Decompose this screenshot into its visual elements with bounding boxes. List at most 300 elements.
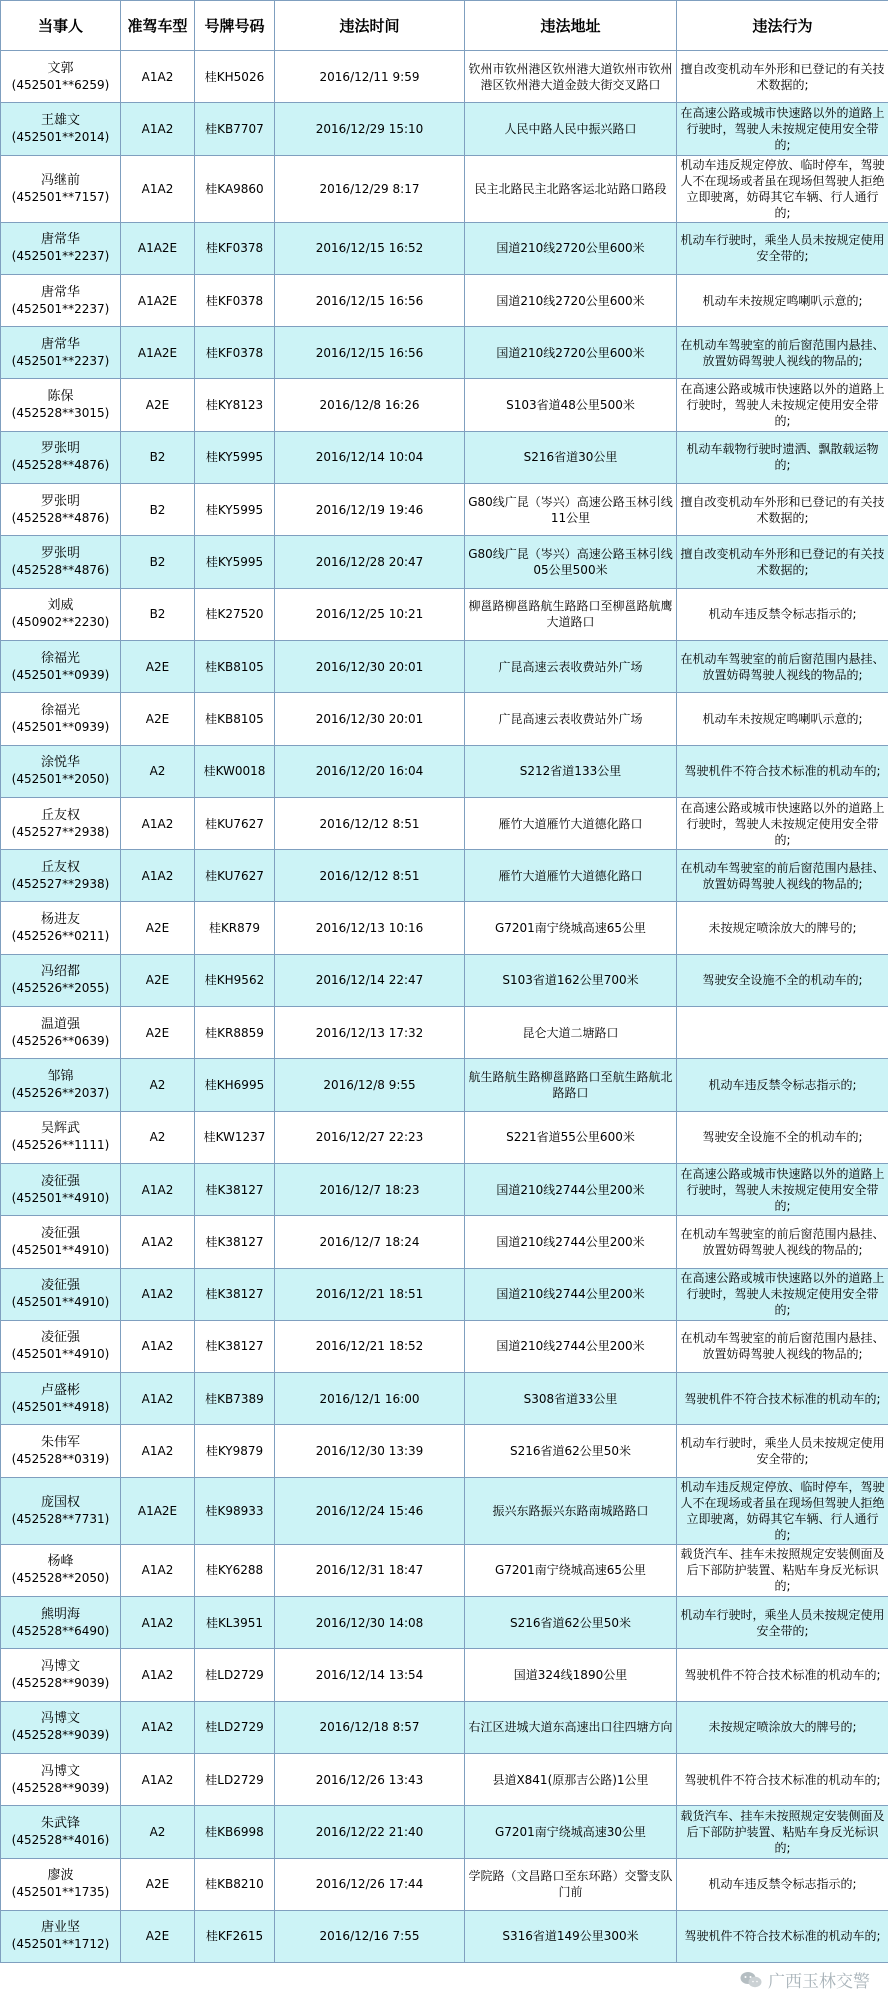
cell-place: 航生路航生路柳邕路路口至航生路航北路路口 bbox=[465, 1059, 677, 1111]
cell-party bbox=[1, 1007, 121, 1059]
cell-time: 2016/12/1 16:00 bbox=[275, 1373, 465, 1425]
table-row bbox=[1, 745, 888, 797]
party-id: (452528**3015) bbox=[11, 406, 110, 421]
cell-license-class: A1A2 bbox=[121, 1544, 195, 1596]
party-name: 陈保 bbox=[47, 389, 74, 405]
table-row bbox=[1, 1910, 888, 1962]
party-id: (452528**4876) bbox=[11, 510, 110, 525]
party-id: (452528**7731) bbox=[11, 1511, 110, 1526]
cell-plate: 桂KB8210 bbox=[195, 1858, 275, 1910]
cell-place: G80线广昆（岑兴）高速公路玉林引线05公里500米 bbox=[465, 536, 677, 588]
cell-time: 2016/12/24 15:46 bbox=[275, 1477, 465, 1544]
cell-plate: 桂KB7707 bbox=[195, 103, 275, 155]
cell-time: 2016/12/25 10:21 bbox=[275, 588, 465, 640]
party-id: (452528**4876) bbox=[11, 458, 110, 473]
party-id: (450902**2230) bbox=[11, 615, 110, 630]
party-name: 冯绍都 bbox=[40, 964, 80, 980]
cell-license-class: A1A2 bbox=[121, 1320, 195, 1372]
party-name: 温道强 bbox=[40, 1016, 80, 1032]
party-id: (452526**0211) bbox=[11, 929, 110, 944]
cell-violation: 在机动车驾驶室的前后窗范围内悬挂、放置妨碍驾驶人视线的物品的; bbox=[677, 850, 888, 902]
cell-time: 2016/12/30 20:01 bbox=[275, 693, 465, 745]
table-row bbox=[1, 1373, 888, 1425]
table-row bbox=[1, 693, 888, 745]
cell-place: 钦州市钦州港区钦州港大道钦州市钦州港区钦州港大道金鼓大街交叉路口 bbox=[465, 51, 677, 103]
header-row bbox=[1, 1, 888, 51]
cell-plate: 桂KF0378 bbox=[195, 274, 275, 326]
party-id: (452501**4918) bbox=[11, 1399, 110, 1414]
cell-place: S216省道30公里 bbox=[465, 431, 677, 483]
cell-violation: 驾驶机件不符合技术标准的机动车的; bbox=[677, 1910, 888, 1962]
cell-plate: 桂KH6995 bbox=[195, 1059, 275, 1111]
party-id: (452528**9039) bbox=[11, 1675, 110, 1690]
party-name: 唐常华 bbox=[40, 336, 80, 352]
cell-plate: 桂KR8859 bbox=[195, 1007, 275, 1059]
cell-party bbox=[1, 1163, 121, 1215]
header-place: 违法地址 bbox=[465, 1, 677, 51]
table-row bbox=[1, 1163, 888, 1215]
party-name: 卢盛彬 bbox=[40, 1382, 80, 1398]
cell-plate: 桂K27520 bbox=[195, 588, 275, 640]
cell-plate: 桂KY6288 bbox=[195, 1544, 275, 1596]
party-name: 唐常华 bbox=[40, 232, 80, 248]
cell-time: 2016/12/15 16:56 bbox=[275, 274, 465, 326]
cell-violation: 机动车违反禁令标志指示的; bbox=[677, 1059, 888, 1111]
party-name: 丘友权 bbox=[40, 807, 80, 823]
cell-plate: 桂LD2729 bbox=[195, 1649, 275, 1701]
cell-party bbox=[1, 155, 121, 222]
cell-license-class: A1A2 bbox=[121, 1373, 195, 1425]
cell-license-class: A1A2 bbox=[121, 51, 195, 103]
cell-party bbox=[1, 1753, 121, 1805]
party-id: (452528**0319) bbox=[11, 1452, 110, 1467]
cell-violation: 机动车违反禁令标志指示的; bbox=[677, 588, 888, 640]
cell-place: 柳邕路柳邕路航生路路口至柳邕路航鹰大道路口 bbox=[465, 588, 677, 640]
cell-party bbox=[1, 1216, 121, 1268]
table-row bbox=[1, 1806, 888, 1858]
cell-time: 2016/12/28 20:47 bbox=[275, 536, 465, 588]
cell-plate: 桂LD2729 bbox=[195, 1701, 275, 1753]
cell-time: 2016/12/7 18:23 bbox=[275, 1163, 465, 1215]
party-name: 凌征强 bbox=[40, 1173, 80, 1189]
watermark-text: 广西玉林交警 bbox=[768, 1972, 870, 1992]
table-row bbox=[1, 536, 888, 588]
party-name: 唐业坚 bbox=[40, 1920, 80, 1936]
cell-violation: 机动车违反规定停放、临时停车，驾驶人不在现场或者虽在现场但驾驶人拒绝立即驶离，妨碍其它车辆、行人通行的; bbox=[677, 155, 888, 222]
cell-plate: 桂KA9860 bbox=[195, 155, 275, 222]
cell-time: 2016/12/15 16:52 bbox=[275, 222, 465, 274]
party-name: 冯博文 bbox=[40, 1763, 80, 1779]
cell-time: 2016/12/19 19:46 bbox=[275, 484, 465, 536]
cell-party bbox=[1, 1858, 121, 1910]
cell-place: 广昆高速云表收费站外广场 bbox=[465, 693, 677, 745]
cell-violation: 驾驶安全设施不全的机动车的; bbox=[677, 1111, 888, 1163]
party-id: (452501**4910) bbox=[11, 1295, 110, 1310]
party-id: (452501**6259) bbox=[11, 77, 110, 92]
table-row bbox=[1, 902, 888, 954]
cell-party bbox=[1, 431, 121, 483]
cell-place: S221省道55公里600米 bbox=[465, 1111, 677, 1163]
party-name: 罗张明 bbox=[40, 493, 80, 509]
party-id: (452501**1735) bbox=[11, 1885, 110, 1900]
cell-license-class: A2 bbox=[121, 1111, 195, 1163]
cell-license-class: B2 bbox=[121, 484, 195, 536]
party-name: 熊明海 bbox=[40, 1606, 80, 1622]
cell-time: 2016/12/15 16:56 bbox=[275, 327, 465, 379]
party-name: 廖波 bbox=[47, 1868, 74, 1884]
cell-license-class: B2 bbox=[121, 431, 195, 483]
party-name: 刘威 bbox=[47, 598, 74, 614]
cell-place: S308省道33公里 bbox=[465, 1373, 677, 1425]
cell-plate: 桂KW1237 bbox=[195, 1111, 275, 1163]
cell-license-class: A2E bbox=[121, 1007, 195, 1059]
table-row bbox=[1, 1701, 888, 1753]
party-name: 徐福光 bbox=[40, 702, 80, 718]
cell-violation: 未按规定喷涂放大的牌号的; bbox=[677, 1701, 888, 1753]
cell-time: 2016/12/30 20:01 bbox=[275, 640, 465, 692]
table-row bbox=[1, 1544, 888, 1596]
cell-license-class: A2E bbox=[121, 1910, 195, 1962]
cell-license-class: A1A2 bbox=[121, 850, 195, 902]
cell-place: G7201南宁绕城高速65公里 bbox=[465, 902, 677, 954]
cell-place: 广昆高速云表收费站外广场 bbox=[465, 640, 677, 692]
table-row bbox=[1, 155, 888, 222]
cell-party bbox=[1, 640, 121, 692]
cell-place: 国道210线2720公里600米 bbox=[465, 327, 677, 379]
table-row bbox=[1, 327, 888, 379]
table-row bbox=[1, 1059, 888, 1111]
cell-time: 2016/12/13 17:32 bbox=[275, 1007, 465, 1059]
cell-license-class: A2E bbox=[121, 379, 195, 431]
cell-place: 国道210线2720公里600米 bbox=[465, 222, 677, 274]
cell-time: 2016/12/7 18:24 bbox=[275, 1216, 465, 1268]
cell-license-class: A2E bbox=[121, 640, 195, 692]
party-name: 涂悦华 bbox=[40, 755, 80, 771]
cell-party bbox=[1, 327, 121, 379]
cell-time: 2016/12/14 13:54 bbox=[275, 1649, 465, 1701]
party-id: (452528**9039) bbox=[11, 1728, 110, 1743]
cell-violation: 机动车载物行驶时遗洒、飘散载运物的; bbox=[677, 431, 888, 483]
cell-violation bbox=[677, 1007, 888, 1059]
cell-party bbox=[1, 484, 121, 536]
cell-time: 2016/12/22 21:40 bbox=[275, 1806, 465, 1858]
cell-violation: 在机动车驾驶室的前后窗范围内悬挂、放置妨碍驾驶人视线的物品的; bbox=[677, 1216, 888, 1268]
cell-party bbox=[1, 379, 121, 431]
cell-party bbox=[1, 797, 121, 849]
cell-license-class: A2 bbox=[121, 1806, 195, 1858]
cell-license-class: A1A2E bbox=[121, 327, 195, 379]
cell-party bbox=[1, 274, 121, 326]
cell-party bbox=[1, 103, 121, 155]
cell-plate: 桂KH5026 bbox=[195, 51, 275, 103]
cell-license-class: A1A2 bbox=[121, 1163, 195, 1215]
cell-plate: 桂K98933 bbox=[195, 1477, 275, 1544]
header-license-class: 准驾车型 bbox=[121, 1, 195, 51]
party-id: (452528**4876) bbox=[11, 563, 110, 578]
cell-place: G80线广昆（岑兴）高速公路玉林引线11公里 bbox=[465, 484, 677, 536]
party-name: 冯继前 bbox=[40, 172, 80, 188]
cell-time: 2016/12/27 22:23 bbox=[275, 1111, 465, 1163]
cell-license-class: A1A2 bbox=[121, 1649, 195, 1701]
cell-violation: 驾驶机件不符合技术标准的机动车的; bbox=[677, 745, 888, 797]
cell-time: 2016/12/26 17:44 bbox=[275, 1858, 465, 1910]
cell-plate: 桂K38127 bbox=[195, 1268, 275, 1320]
cell-time: 2016/12/30 14:08 bbox=[275, 1597, 465, 1649]
cell-plate: 桂KU7627 bbox=[195, 850, 275, 902]
cell-violation: 擅自改变机动车外形和已登记的有关技术数据的; bbox=[677, 51, 888, 103]
cell-place: S103省道162公里700米 bbox=[465, 954, 677, 1006]
cell-time: 2016/12/21 18:52 bbox=[275, 1320, 465, 1372]
cell-time: 2016/12/16 7:55 bbox=[275, 1910, 465, 1962]
table-row bbox=[1, 484, 888, 536]
cell-place: S216省道62公里50米 bbox=[465, 1425, 677, 1477]
cell-violation: 驾驶机件不符合技术标准的机动车的; bbox=[677, 1373, 888, 1425]
cell-place: 国道210线2744公里200米 bbox=[465, 1320, 677, 1372]
cell-license-class: A1A2E bbox=[121, 222, 195, 274]
cell-violation: 机动车行驶时，乘坐人员未按规定使用安全带的; bbox=[677, 222, 888, 274]
cell-plate: 桂KB7389 bbox=[195, 1373, 275, 1425]
cell-violation: 在高速公路或城市快速路以外的道路上行驶时，驾驶人未按规定使用安全带的; bbox=[677, 379, 888, 431]
cell-license-class: A1A2 bbox=[121, 1216, 195, 1268]
cell-place: 人民中路人民中振兴路口 bbox=[465, 103, 677, 155]
cell-plate: 桂KH9562 bbox=[195, 954, 275, 1006]
party-name: 邹锦 bbox=[47, 1068, 74, 1084]
table-row bbox=[1, 431, 888, 483]
cell-place: G7201南宁绕城高速30公里 bbox=[465, 1806, 677, 1858]
cell-license-class: A1A2 bbox=[121, 1597, 195, 1649]
header-party: 当事人 bbox=[1, 1, 121, 51]
cell-party bbox=[1, 850, 121, 902]
party-id: (452528**6490) bbox=[11, 1623, 110, 1638]
table-row bbox=[1, 1320, 888, 1372]
cell-place: 国道210线2720公里600米 bbox=[465, 274, 677, 326]
cell-plate: 桂KY5995 bbox=[195, 536, 275, 588]
cell-license-class: A2E bbox=[121, 1858, 195, 1910]
party-id: (452526**1111) bbox=[11, 1138, 110, 1153]
table-row bbox=[1, 1649, 888, 1701]
cell-license-class: A1A2E bbox=[121, 274, 195, 326]
cell-party bbox=[1, 1373, 121, 1425]
cell-violation: 机动车未按规定鸣喇叭示意的; bbox=[677, 693, 888, 745]
table-row bbox=[1, 1753, 888, 1805]
table-row bbox=[1, 954, 888, 1006]
cell-license-class: A2E bbox=[121, 954, 195, 1006]
cell-place: 县道X841(原那吉公路)1公里 bbox=[465, 1753, 677, 1805]
party-name: 丘友权 bbox=[40, 859, 80, 875]
cell-place: S212省道133公里 bbox=[465, 745, 677, 797]
party-name: 庞国权 bbox=[40, 1494, 80, 1510]
cell-license-class: A2E bbox=[121, 902, 195, 954]
cell-plate: 桂KY8123 bbox=[195, 379, 275, 431]
table-row bbox=[1, 103, 888, 155]
cell-place: 振兴东路振兴东路南城路路口 bbox=[465, 1477, 677, 1544]
cell-party bbox=[1, 902, 121, 954]
cell-plate: 桂KU7627 bbox=[195, 797, 275, 849]
cell-violation: 在高速公路或城市快速路以外的道路上行驶时，驾驶人未按规定使用安全带的; bbox=[677, 1268, 888, 1320]
cell-party bbox=[1, 693, 121, 745]
cell-party bbox=[1, 536, 121, 588]
party-name: 唐常华 bbox=[40, 284, 80, 300]
cell-violation: 载货汽车、挂车未按照规定安装侧面及后下部防护装置、粘贴车身反光标识的; bbox=[677, 1806, 888, 1858]
party-id: (452501**2050) bbox=[11, 772, 110, 787]
cell-plate: 桂KR879 bbox=[195, 902, 275, 954]
cell-place: 国道210线2744公里200米 bbox=[465, 1268, 677, 1320]
cell-place: S316省道149公里300米 bbox=[465, 1910, 677, 1962]
cell-license-class: A1A2 bbox=[121, 1425, 195, 1477]
header-time: 违法时间 bbox=[275, 1, 465, 51]
cell-plate: 桂KF2615 bbox=[195, 1910, 275, 1962]
cell-violation: 驾驶机件不符合技术标准的机动车的; bbox=[677, 1649, 888, 1701]
cell-place: 右江区进城大道东高速出口往四塘方向 bbox=[465, 1701, 677, 1753]
table-row bbox=[1, 1216, 888, 1268]
cell-license-class: A2 bbox=[121, 745, 195, 797]
cell-place: 国道324线1890公里 bbox=[465, 1649, 677, 1701]
cell-license-class: A1A2 bbox=[121, 103, 195, 155]
cell-time: 2016/12/12 8:51 bbox=[275, 797, 465, 849]
cell-party bbox=[1, 1544, 121, 1596]
party-id: (452501**0939) bbox=[11, 667, 110, 682]
party-name: 吴辉武 bbox=[40, 1121, 80, 1137]
party-id: (452526**2037) bbox=[11, 1085, 110, 1100]
cell-plate: 桂K38127 bbox=[195, 1163, 275, 1215]
party-id: (452501**1712) bbox=[11, 1937, 110, 1952]
cell-violation: 在高速公路或城市快速路以外的道路上行驶时，驾驶人未按规定使用安全带的; bbox=[677, 1163, 888, 1215]
cell-license-class: B2 bbox=[121, 536, 195, 588]
table-row bbox=[1, 797, 888, 849]
cell-time: 2016/12/30 13:39 bbox=[275, 1425, 465, 1477]
table-row bbox=[1, 850, 888, 902]
watermark bbox=[740, 1967, 870, 1992]
party-name: 凌征强 bbox=[40, 1225, 80, 1241]
cell-violation: 机动车违反规定停放、临时停车，驾驶人不在现场或者虽在现场但驾驶人拒绝立即驶离，妨碍其它车辆、行人通行的; bbox=[677, 1477, 888, 1544]
cell-license-class: A1A2 bbox=[121, 1268, 195, 1320]
cell-place: 雁竹大道雁竹大道德化路口 bbox=[465, 797, 677, 849]
cell-plate: 桂KY5995 bbox=[195, 484, 275, 536]
table-row bbox=[1, 222, 888, 274]
party-id: (452501**7157) bbox=[11, 189, 110, 204]
cell-plate: 桂KY5995 bbox=[195, 431, 275, 483]
party-name: 朱伟军 bbox=[40, 1435, 80, 1451]
cell-violation: 机动车未按规定鸣喇叭示意的; bbox=[677, 274, 888, 326]
cell-time: 2016/12/11 9:59 bbox=[275, 51, 465, 103]
table-row bbox=[1, 1111, 888, 1163]
cell-license-class: A1A2E bbox=[121, 1477, 195, 1544]
cell-plate: 桂KF0378 bbox=[195, 222, 275, 274]
cell-party bbox=[1, 1425, 121, 1477]
cell-license-class: A2E bbox=[121, 693, 195, 745]
cell-violation: 在高速公路或城市快速路以外的道路上行驶时，驾驶人未按规定使用安全带的; bbox=[677, 797, 888, 849]
cell-place: 民主北路民主北路客运北站路口路段 bbox=[465, 155, 677, 222]
party-id: (452528**9039) bbox=[11, 1780, 110, 1795]
party-name: 罗张明 bbox=[40, 441, 80, 457]
cell-party bbox=[1, 1649, 121, 1701]
cell-license-class: A1A2 bbox=[121, 797, 195, 849]
cell-time: 2016/12/13 10:16 bbox=[275, 902, 465, 954]
cell-party bbox=[1, 954, 121, 1006]
table-row bbox=[1, 1477, 888, 1544]
party-name: 凌征强 bbox=[40, 1278, 80, 1294]
cell-violation: 在机动车驾驶室的前后窗范围内悬挂、放置妨碍驾驶人视线的物品的; bbox=[677, 640, 888, 692]
cell-party bbox=[1, 1111, 121, 1163]
table-row bbox=[1, 1425, 888, 1477]
cell-time: 2016/12/20 16:04 bbox=[275, 745, 465, 797]
party-name: 冯博文 bbox=[40, 1658, 80, 1674]
cell-plate: 桂KY9879 bbox=[195, 1425, 275, 1477]
cell-license-class: B2 bbox=[121, 588, 195, 640]
party-name: 凌征强 bbox=[40, 1330, 80, 1346]
party-id: (452527**2938) bbox=[11, 824, 110, 839]
party-name: 杨进友 bbox=[40, 912, 80, 928]
party-id: (452501**0939) bbox=[11, 719, 110, 734]
cell-violation: 在高速公路或城市快速路以外的道路上行驶时，驾驶人未按规定使用安全带的; bbox=[677, 103, 888, 155]
party-name: 罗张明 bbox=[40, 546, 80, 562]
cell-license-class: A1A2 bbox=[121, 1753, 195, 1805]
cell-violation: 机动车行驶时，乘坐人员未按规定使用安全带的; bbox=[677, 1425, 888, 1477]
cell-party bbox=[1, 1910, 121, 1962]
cell-plate: 桂K38127 bbox=[195, 1216, 275, 1268]
cell-plate: 桂LD2729 bbox=[195, 1753, 275, 1805]
cell-time: 2016/12/26 13:43 bbox=[275, 1753, 465, 1805]
cell-party bbox=[1, 588, 121, 640]
cell-place: G7201南宁绕城高速65公里 bbox=[465, 1544, 677, 1596]
party-name: 杨峰 bbox=[47, 1554, 74, 1570]
cell-time: 2016/12/31 18:47 bbox=[275, 1544, 465, 1596]
cell-place: 国道210线2744公里200米 bbox=[465, 1216, 677, 1268]
cell-place: 学院路（文昌路口至东环路）交警支队门前 bbox=[465, 1858, 677, 1910]
cell-time: 2016/12/8 16:26 bbox=[275, 379, 465, 431]
cell-plate: 桂KB6998 bbox=[195, 1806, 275, 1858]
table-row bbox=[1, 1007, 888, 1059]
table-row bbox=[1, 1268, 888, 1320]
cell-time: 2016/12/21 18:51 bbox=[275, 1268, 465, 1320]
cell-time: 2016/12/14 10:04 bbox=[275, 431, 465, 483]
wechat-icon bbox=[740, 1971, 762, 1989]
cell-plate: 桂KL3951 bbox=[195, 1597, 275, 1649]
cell-party bbox=[1, 222, 121, 274]
cell-plate: 桂KW0018 bbox=[195, 745, 275, 797]
party-id: (452501**4910) bbox=[11, 1347, 110, 1362]
cell-time: 2016/12/29 15:10 bbox=[275, 103, 465, 155]
cell-place: S216省道62公里50米 bbox=[465, 1597, 677, 1649]
table-row bbox=[1, 274, 888, 326]
party-id: (452528**2050) bbox=[11, 1571, 110, 1586]
cell-violation: 机动车违反禁令标志指示的; bbox=[677, 1858, 888, 1910]
party-name: 王雄文 bbox=[40, 112, 80, 128]
cell-time: 2016/12/29 8:17 bbox=[275, 155, 465, 222]
party-id: (452501**2237) bbox=[11, 301, 110, 316]
cell-violation: 在机动车驾驶室的前后窗范围内悬挂、放置妨碍驾驶人视线的物品的; bbox=[677, 327, 888, 379]
header-violation: 违法行为 bbox=[677, 1, 888, 51]
cell-violation: 在机动车驾驶室的前后窗范围内悬挂、放置妨碍驾驶人视线的物品的; bbox=[677, 1320, 888, 1372]
cell-party bbox=[1, 1597, 121, 1649]
party-id: (452526**0639) bbox=[11, 1033, 110, 1048]
cell-plate: 桂KF0378 bbox=[195, 327, 275, 379]
party-id: (452527**2938) bbox=[11, 876, 110, 891]
cell-violation: 驾驶安全设施不全的机动车的; bbox=[677, 954, 888, 1006]
cell-place: 昆仑大道二塘路口 bbox=[465, 1007, 677, 1059]
table-row bbox=[1, 588, 888, 640]
cell-place: 国道210线2744公里200米 bbox=[465, 1163, 677, 1215]
party-id: (452501**4910) bbox=[11, 1242, 110, 1257]
cell-license-class: A1A2 bbox=[121, 1701, 195, 1753]
cell-party bbox=[1, 1268, 121, 1320]
header-plate: 号牌号码 bbox=[195, 1, 275, 51]
cell-time: 2016/12/12 8:51 bbox=[275, 850, 465, 902]
table-row bbox=[1, 51, 888, 103]
party-name: 徐福光 bbox=[40, 650, 80, 666]
cell-violation: 载货汽车、挂车未按照规定安装侧面及后下部防护装置、粘贴车身反光标识的; bbox=[677, 1544, 888, 1596]
cell-party bbox=[1, 1477, 121, 1544]
